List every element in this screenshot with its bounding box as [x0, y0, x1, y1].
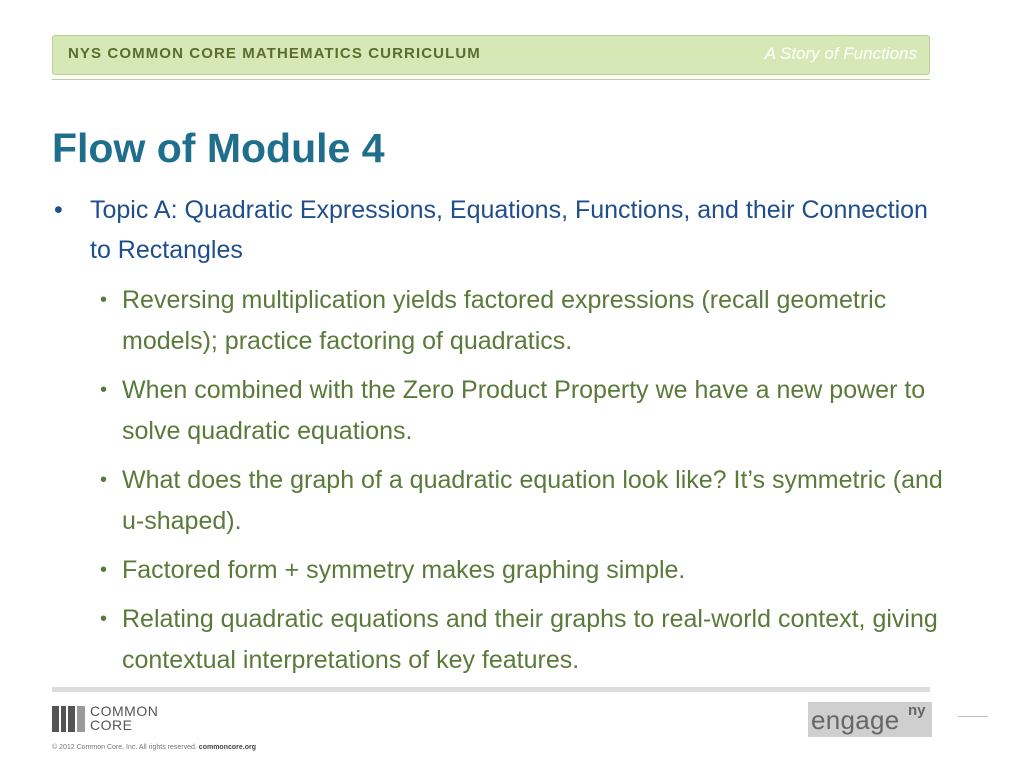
subpoint-list	[52, 280, 952, 681]
logo-line-2: CORE	[90, 717, 133, 733]
common-core-wordmark	[90, 704, 158, 732]
bullet-icon: •	[100, 289, 108, 311]
topic-text: Topic A: Quadratic Expressions, Equations, Functions, and their Connection to Rectangles	[90, 196, 928, 264]
footer-divider	[52, 687, 930, 692]
subpoint-item	[52, 460, 952, 542]
bullet-icon: •	[100, 379, 108, 401]
common-core-bars-icon	[52, 706, 86, 732]
site-link: commoncore.org	[198, 744, 256, 751]
bullet-icon: •	[100, 559, 108, 581]
subpoint-item	[52, 550, 952, 591]
subpoint-text: Factored form + symmetry makes graphing simple.	[122, 556, 686, 584]
engage-wordmark: engage	[811, 705, 900, 735]
engage-ny-superscript: ny	[908, 702, 926, 719]
subpoint-item	[52, 370, 952, 452]
subpoint-text: When combined with the Zero Product Property we have a new power to solve quadratic equations.	[122, 376, 926, 445]
bullet-icon: •	[100, 469, 108, 491]
curriculum-header-band	[52, 35, 930, 75]
slide-title: Flow of Module 4	[52, 125, 385, 171]
slide-content	[52, 190, 952, 689]
subpoint-text: Relating quadratic equations and their graphs to real-world context, giving contextual interpretations of key features.	[122, 605, 938, 674]
bullet-icon: •	[54, 196, 63, 224]
curriculum-name: NYS COMMON CORE MATHEMATICS CURRICULUM	[68, 45, 481, 62]
story-title: A Story of Functions	[764, 44, 917, 63]
logo-line-1: COMMON	[90, 703, 159, 719]
side-divider	[958, 716, 988, 717]
subpoint-text: Reversing multiplication yields factored expressions (recall geometric models); practice factoring of quadratics.	[122, 286, 887, 355]
subpoint-text: What does the graph of a quadratic equation look like? It’s symmetric (and u-shaped).	[122, 466, 943, 535]
topic-bullet	[52, 190, 952, 270]
copyright-text: © 2012 Common Core, Inc. All rights reserved.	[52, 744, 197, 751]
engage-ny-logo	[808, 702, 932, 737]
subpoint-item	[52, 280, 952, 362]
copyright-notice	[52, 744, 256, 751]
subpoint-item	[52, 599, 952, 681]
common-core-logo	[52, 704, 212, 734]
bullet-icon: •	[100, 608, 108, 630]
header-divider	[52, 79, 930, 80]
